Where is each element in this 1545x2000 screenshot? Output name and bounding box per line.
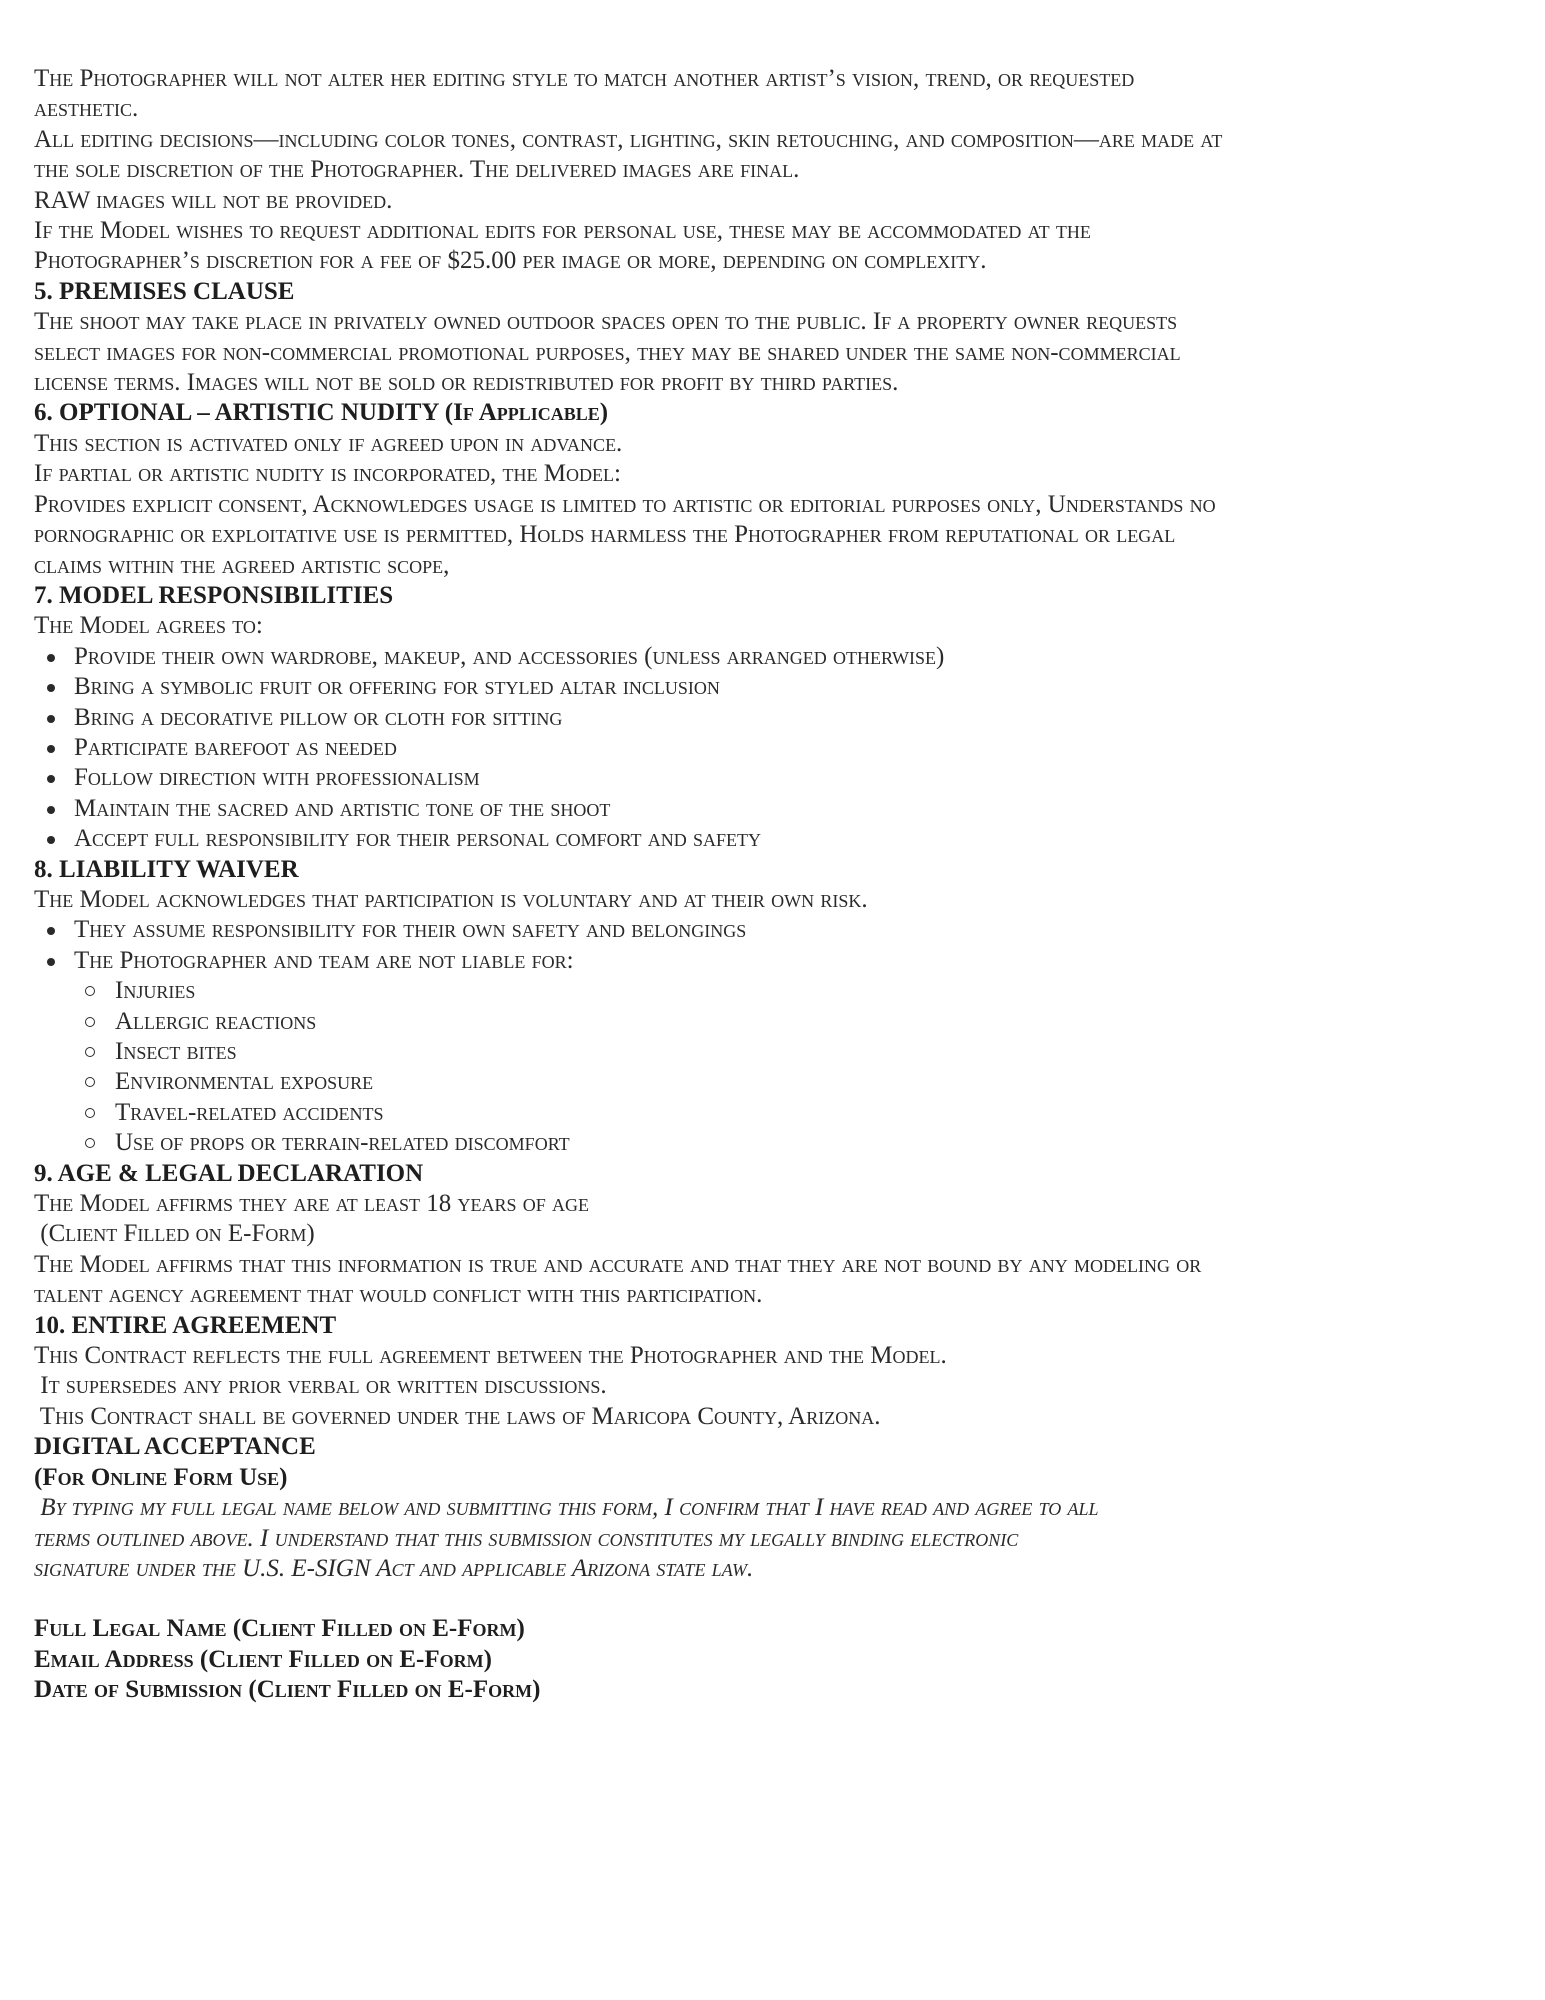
submission-date-field: Date of Submission (Client Filled on E-Form) xyxy=(34,1676,541,1704)
paragraph-line: This Contract shall be governed under the laws of Maricopa County, Arizona. xyxy=(34,1402,881,1430)
paragraph-line: Photographer’s discretion for a fee of $25.00 per image or more, depending on complexity. xyxy=(34,247,987,275)
paragraph-line: The Model affirms they are at least 18 years of age xyxy=(34,1190,590,1218)
paragraph-line: The Photographer will not alter her editing style to match another artist’s vision, trend, or requested xyxy=(34,65,1135,92)
liability-exclusions-list xyxy=(34,976,1514,1158)
paragraph-line: RAW images will not be provided. xyxy=(34,186,393,214)
digital-acceptance-section xyxy=(34,1432,1514,1705)
full-legal-name-field: Full Legal Name (Client Filled on E-Form) xyxy=(34,1615,525,1643)
section-heading: 10. ENTIRE AGREEMENT xyxy=(34,1311,337,1339)
section-heading-note: (If Applicable) xyxy=(444,399,609,427)
paragraph-line: All editing decisions—including color tones, contrast, lighting, skin retouching, and composition—are made at xyxy=(34,125,1223,153)
paragraph-line: This Contract reflects the full agreement between the Photographer and the Model. xyxy=(34,1342,947,1370)
list-subitem: Injuries xyxy=(34,976,1514,1006)
list-subitem: Insect bites xyxy=(34,1037,1514,1067)
paragraph-line: (Client Filled on E-Form) xyxy=(34,1220,315,1248)
list-item: Bring a decorative pillow or cloth for sitting xyxy=(34,703,1514,733)
section-heading xyxy=(34,398,1514,428)
section-heading: 9. AGE & LEGAL DECLARATION xyxy=(34,1159,424,1187)
section-subheading: (For Online Form Use) xyxy=(34,1463,288,1491)
list-item: Follow direction with professionalism xyxy=(34,763,1514,793)
premises-clause-section xyxy=(34,277,1514,399)
artistic-nudity-section xyxy=(34,398,1514,580)
paragraph-line: The Model affirms that this information is true and accurate and that they are not bound by any modeling or xyxy=(34,1250,1202,1278)
list-subitem: Use of props or terrain-related discomfort xyxy=(34,1128,1514,1158)
editing-policy-section xyxy=(34,64,1514,277)
contract-document xyxy=(34,64,1514,1706)
paragraph-line: Provides explicit consent, Acknowledges usage is limited to artistic or editorial purposes only, Understands no xyxy=(34,490,1216,518)
list-subitem: Travel-related accidents xyxy=(34,1098,1514,1128)
list-item: Accept full responsibility for their personal comfort and safety xyxy=(34,824,1514,854)
age-declaration-section xyxy=(34,1159,1514,1311)
entire-agreement-section xyxy=(34,1311,1514,1433)
model-responsibilities-section xyxy=(34,581,1514,855)
paragraph-line: claims within the agreed artistic scope, xyxy=(34,551,450,579)
section-heading: 8. LIABILITY WAIVER xyxy=(34,855,299,883)
list-item: Participate barefoot as needed xyxy=(34,733,1514,763)
paragraph-line: select images for non-commercial promotional purposes, they may be shared under the same non-commercial xyxy=(34,338,1181,366)
paragraph-line: talent agency agreement that would conflict with this participation. xyxy=(34,1281,763,1309)
acceptance-statement-line: terms outlined above. I understand that this submission constitutes my legally binding electronic xyxy=(34,1524,1019,1552)
liability-waiver-section xyxy=(34,855,1514,1159)
section-heading: DIGITAL ACCEPTANCE xyxy=(34,1433,316,1461)
paragraph-line: This section is activated only if agreed upon in advance. xyxy=(34,429,623,457)
list-item: Maintain the sacred and artistic tone of the shoot xyxy=(34,794,1514,824)
acceptance-statement-line: By typing my full legal name below and submitting this form, I confirm that I have read and agree to all xyxy=(34,1494,1099,1522)
paragraph-line: If partial or artistic nudity is incorporated, the Model: xyxy=(34,460,621,488)
list-subitem: Environmental exposure xyxy=(34,1067,1514,1097)
paragraph-line: It supersedes any prior verbal or written discussions. xyxy=(34,1372,607,1400)
paragraph-line: aesthetic. xyxy=(34,95,139,123)
waiver-list xyxy=(34,915,1514,976)
paragraph-line: the sole discretion of the Photographer. The delivered images are final. xyxy=(34,156,800,184)
paragraph-line: The Model acknowledges that participation is voluntary and at their own risk. xyxy=(34,885,868,913)
list-subitem: Allergic reactions xyxy=(34,1007,1514,1037)
section-heading: 5. PREMISES CLAUSE xyxy=(34,277,295,305)
paragraph-line: pornographic or exploitative use is permitted, Holds harmless the Photographer from reputational or legal xyxy=(34,521,1176,549)
section-heading-title: 6. OPTIONAL – ARTISTIC NUDITY xyxy=(34,399,439,427)
paragraph-line: The Model agrees to: xyxy=(34,612,263,640)
responsibilities-list xyxy=(34,642,1514,855)
paragraph-line: license terms. Images will not be sold or redistributed for profit by third parties. xyxy=(34,369,899,397)
email-address-field: Email Address (Client Filled on E-Form) xyxy=(34,1645,492,1673)
list-item: The Photographer and team are not liable for: xyxy=(34,946,1514,976)
acceptance-statement-line: signature under the U.S. E-SIGN Act and applicable Arizona state law. xyxy=(34,1554,754,1582)
section-heading: 7. MODEL RESPONSIBILITIES xyxy=(34,581,394,609)
list-item: Provide their own wardrobe, makeup, and accessories (unless arranged otherwise) xyxy=(34,642,1514,672)
list-item: They assume responsibility for their own safety and belongings xyxy=(34,915,1514,945)
paragraph-line: If the Model wishes to request additional edits for personal use, these may be accommodated at the xyxy=(34,217,1091,245)
list-item: Bring a symbolic fruit or offering for styled altar inclusion xyxy=(34,672,1514,702)
paragraph-line: The shoot may take place in privately owned outdoor spaces open to the public. If a property owner requests xyxy=(34,308,1178,336)
